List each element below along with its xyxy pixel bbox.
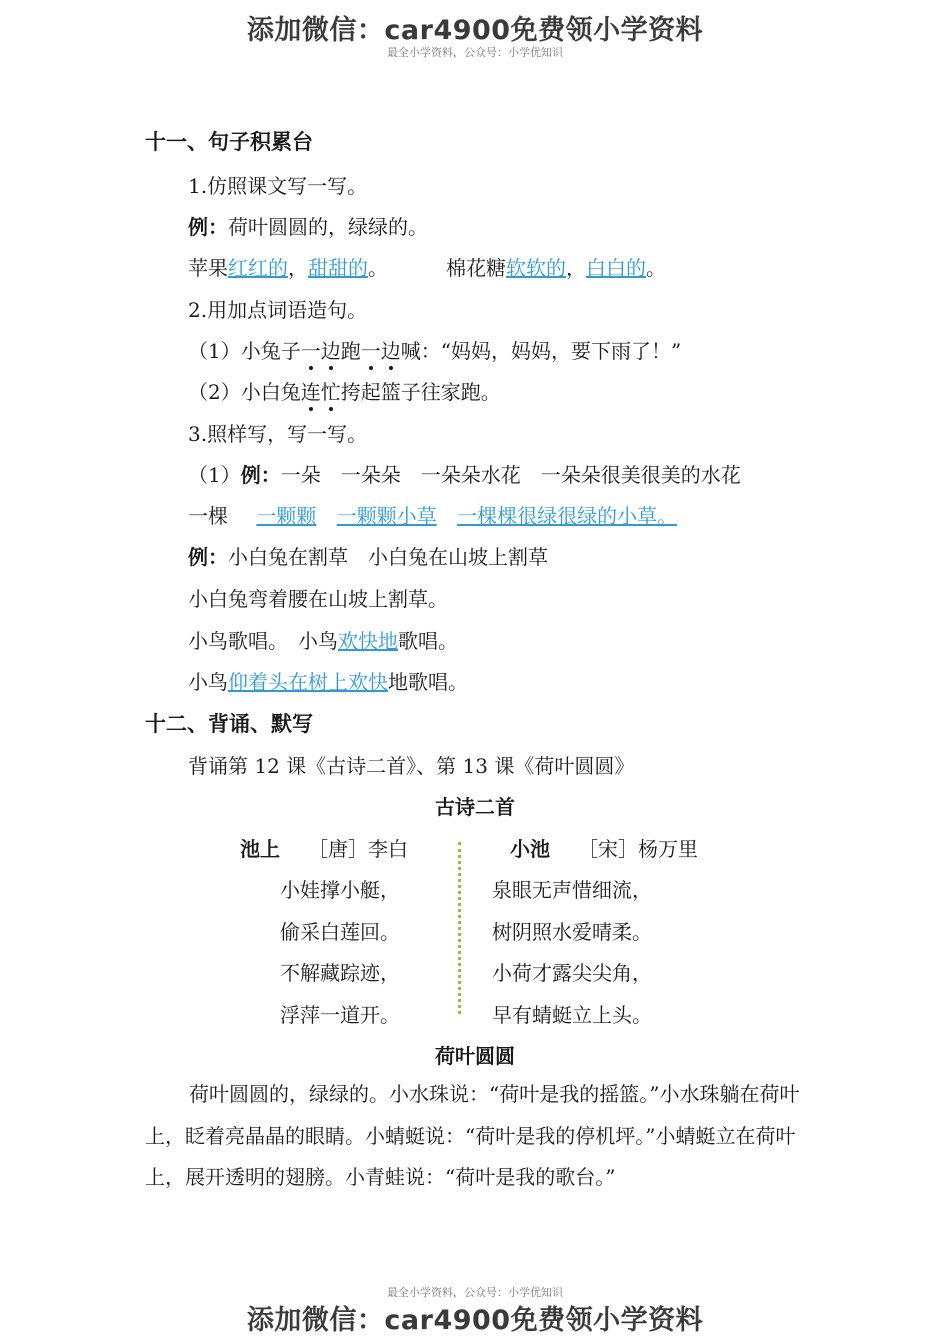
answer-bird-2: 仰着头在树上欢快 bbox=[228, 670, 388, 694]
bird1-post: 歌唱。 bbox=[398, 629, 458, 653]
section-12-intro: 背诵第 12 课《古诗二首》、第 13 课《荷叶圆圆》 bbox=[188, 754, 635, 778]
q1-example bbox=[188, 211, 428, 240]
watermark-top-sub: 最全小学资料，公众号：小学优知识 bbox=[387, 46, 563, 59]
s1-post: 喊：“妈妈，妈妈，要下雨了！” bbox=[400, 339, 682, 363]
bird1-pre: 小鸟歌唱。 小鸟 bbox=[188, 629, 338, 653]
poem1-line: 偷采白莲回。 bbox=[280, 920, 400, 944]
s1-mid: 跑 bbox=[340, 339, 361, 363]
period: 。 bbox=[646, 256, 666, 280]
q1-title: 1.仿照课文写一写。 bbox=[188, 174, 368, 198]
watermark-bottom: 添加微信：car4900免费领小学资料 bbox=[246, 1305, 704, 1336]
poem2-title: 小池 bbox=[510, 837, 550, 861]
poem1-author: ［唐］李白 bbox=[308, 837, 408, 861]
poem1-line: 浮萍一道开。 bbox=[280, 1003, 400, 1027]
poem1-line: 小娃撑小艇， bbox=[280, 878, 400, 902]
example-label: 例： bbox=[188, 215, 228, 239]
example-text: 荷叶圆圆的，绿绿的。 bbox=[228, 215, 428, 239]
q3-answer-1 bbox=[188, 500, 677, 529]
dotted-char: 一 bbox=[301, 335, 321, 364]
q2-title: 2.用加点词语造句。 bbox=[188, 298, 368, 322]
answer-cotton-1: 软软的 bbox=[506, 256, 566, 280]
watermark-top: 添加微信：car4900免费领小学资料 bbox=[246, 15, 704, 46]
q3-example-1 bbox=[188, 459, 741, 488]
ans1-pre: 一棵 bbox=[188, 504, 228, 528]
poem2-line: 早有蜻蜓立上头。 bbox=[492, 1003, 652, 1027]
dotted-char: 一 bbox=[361, 335, 381, 364]
answer-apple-2: 甜甜的 bbox=[308, 256, 368, 280]
q2-sentence-2 bbox=[188, 376, 501, 405]
poem2-line: 泉眼无声惜细流， bbox=[492, 878, 652, 902]
watermark-bottom-sub: 最全小学资料，公众号：小学优知识 bbox=[387, 1286, 563, 1299]
dotted-char: 边 bbox=[381, 335, 401, 364]
ex2-text: 小白兔在割草 小白兔在山坡上割草 bbox=[228, 545, 548, 569]
s2-pre: （2）小白兔 bbox=[188, 380, 301, 404]
poem2-line: 树阴照水爱晴柔。 bbox=[492, 920, 652, 944]
answer-q3-c: 一棵棵很绿很绿的小草。 bbox=[457, 504, 678, 528]
answer-q3-a: 一颗颗 bbox=[256, 504, 317, 528]
apple-label: 苹果 bbox=[188, 256, 228, 280]
dotted-char: 忙 bbox=[321, 376, 341, 405]
poem2-author: ［宋］杨万里 bbox=[578, 837, 698, 861]
q1-answer-line bbox=[188, 252, 388, 281]
s2-post: 挎起篮子往家跑。 bbox=[340, 380, 501, 404]
comma: ， bbox=[566, 256, 586, 280]
q3-example-2 bbox=[188, 541, 548, 570]
q2-sentence-1 bbox=[188, 335, 681, 364]
q3-bird-1 bbox=[188, 625, 458, 654]
lesson-title: 荷叶圆圆 bbox=[435, 1044, 515, 1068]
period: 。 bbox=[368, 256, 388, 280]
poems-title: 古诗二首 bbox=[435, 795, 515, 819]
ex1-text: 一朵 一朵朵 一朵朵水花 一朵朵很美很美的水花 bbox=[280, 463, 741, 487]
q1-answer-cotton bbox=[446, 252, 666, 281]
ex2-label: 例： bbox=[188, 545, 228, 569]
cotton-label: 棉花糖 bbox=[446, 256, 506, 280]
answer-apple-1: 红红的 bbox=[228, 256, 288, 280]
poem2-line: 小荷才露尖尖角， bbox=[492, 961, 652, 985]
poem-divider bbox=[458, 842, 461, 1014]
answer-cotton-2: 白白的 bbox=[586, 256, 646, 280]
comma: ， bbox=[288, 256, 308, 280]
ex1-num: （1） bbox=[188, 463, 241, 487]
answer-bird-1: 欢快地 bbox=[338, 629, 398, 653]
answer-q3-b: 一颗颗小草 bbox=[336, 504, 437, 528]
poem1-line: 不解藏踪迹， bbox=[280, 961, 400, 985]
poem2-heading bbox=[510, 833, 698, 862]
q3-bird-2 bbox=[188, 666, 468, 695]
q3-title: 3.照样写，写一写。 bbox=[188, 422, 368, 446]
section-12-title: 十二、背诵、默写 bbox=[145, 712, 313, 736]
ex1-label: 例： bbox=[240, 463, 281, 487]
lesson-text: 荷叶圆圆的，绿绿的。小水珠说：“荷叶是我的摇篮。”小水珠躺在荷叶上，眨着亮晶晶的眼睛。小蜻蜓说：“荷叶是我的停机坪。”小蜻蜓立在荷叶上，展开透明的翅膀。小青蛙说：“荷叶是我的歌台。” bbox=[145, 1082, 800, 1189]
q3-example-2-line2: 小白兔弯着腰在山坡上割草。 bbox=[188, 587, 448, 611]
bird2-post: 地歌唱。 bbox=[388, 670, 468, 694]
bird2-pre: 小鸟 bbox=[188, 670, 228, 694]
s1-pre: （1）小兔子 bbox=[188, 339, 301, 363]
dotted-char: 边 bbox=[321, 335, 341, 364]
section-11-title: 十一、句子积累台 bbox=[145, 130, 313, 154]
poem1-title: 池上 bbox=[240, 837, 280, 861]
dotted-char: 连 bbox=[301, 376, 321, 405]
poem1-heading bbox=[240, 833, 408, 862]
